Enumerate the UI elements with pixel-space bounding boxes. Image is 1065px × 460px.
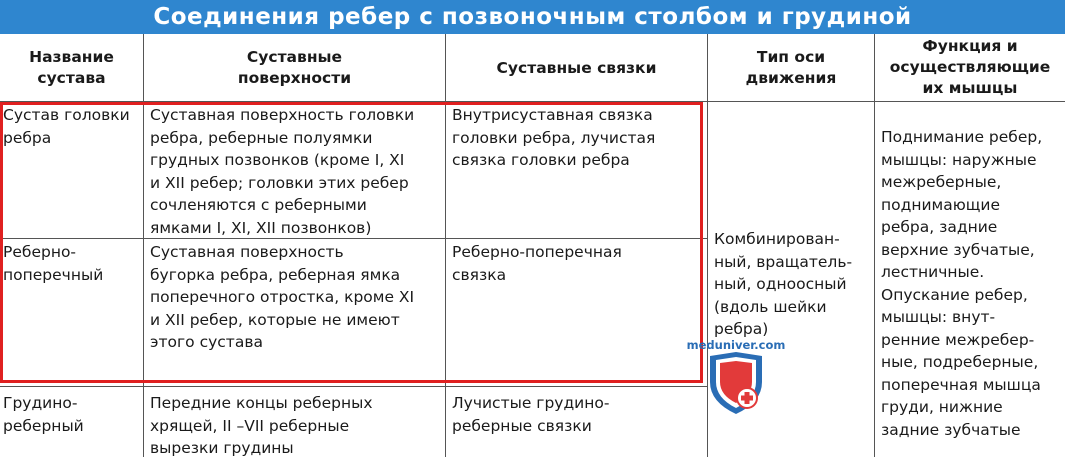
watermark-text: meduniver.com (686, 338, 786, 352)
row3-ligaments: Лучистые грудино- реберные связки (452, 394, 610, 435)
row2-joint: Реберно- поперечный (3, 243, 104, 284)
row-divider-2 (0, 386, 707, 387)
row2-ligaments: Реберно-поперечная связка (452, 243, 622, 284)
watermark-logo (686, 338, 786, 418)
header-surfaces: Суставные поверхности (237, 48, 352, 87)
header-ligaments: Суставные связки (496, 58, 657, 77)
function-cell: Поднимание ребер, мышцы: наружные межреберные, поднимающие ребра, задние верхние зубчатые, лестничные. Опускание ребер, мышцы: внут- ренние межребер- ные, подреберные, поперечная мышца груди, нижние задние зубчатые (881, 128, 1043, 439)
header-axis: Тип оси движения (745, 48, 837, 87)
page-title: Соединения ребер с позвоночным столбом и грудиной (153, 4, 912, 30)
highlight-frame (0, 102, 703, 383)
row1-joint: Сустав головки ребра (3, 106, 130, 147)
row3-surfaces: Передние концы реберных хрящей, II –VII реберные вырезки грудины (150, 394, 373, 457)
axis-type-cell: Комбинирован- ный, вращатель- ный, одноосный (вдоль шейки ребра) (714, 230, 853, 338)
header-function: Функция и осуществляющие их мышцы (889, 37, 1051, 97)
title-banner (0, 0, 1065, 34)
row1-ligaments: Внутрисуставная связка головки ребра, лучистая связка головки ребра (452, 106, 656, 169)
header-joint: Название сустава (29, 48, 114, 87)
row3-joint: Грудино- реберный (3, 394, 84, 435)
shield-icon (686, 338, 786, 418)
row1-surfaces: Суставная поверхность головки ребра, реберные полуямки грудных позвонков (кроме I, XI и XII ребер; головки этих ребер сочленяются с реберными ямками I, XI, XII позвонков) (150, 106, 415, 237)
row2-surfaces: Суставная поверхность бугорка ребра, реберная ямка поперечного отростка, кроме XI и XII ребер, которые не имеют этого сустава (150, 243, 415, 351)
